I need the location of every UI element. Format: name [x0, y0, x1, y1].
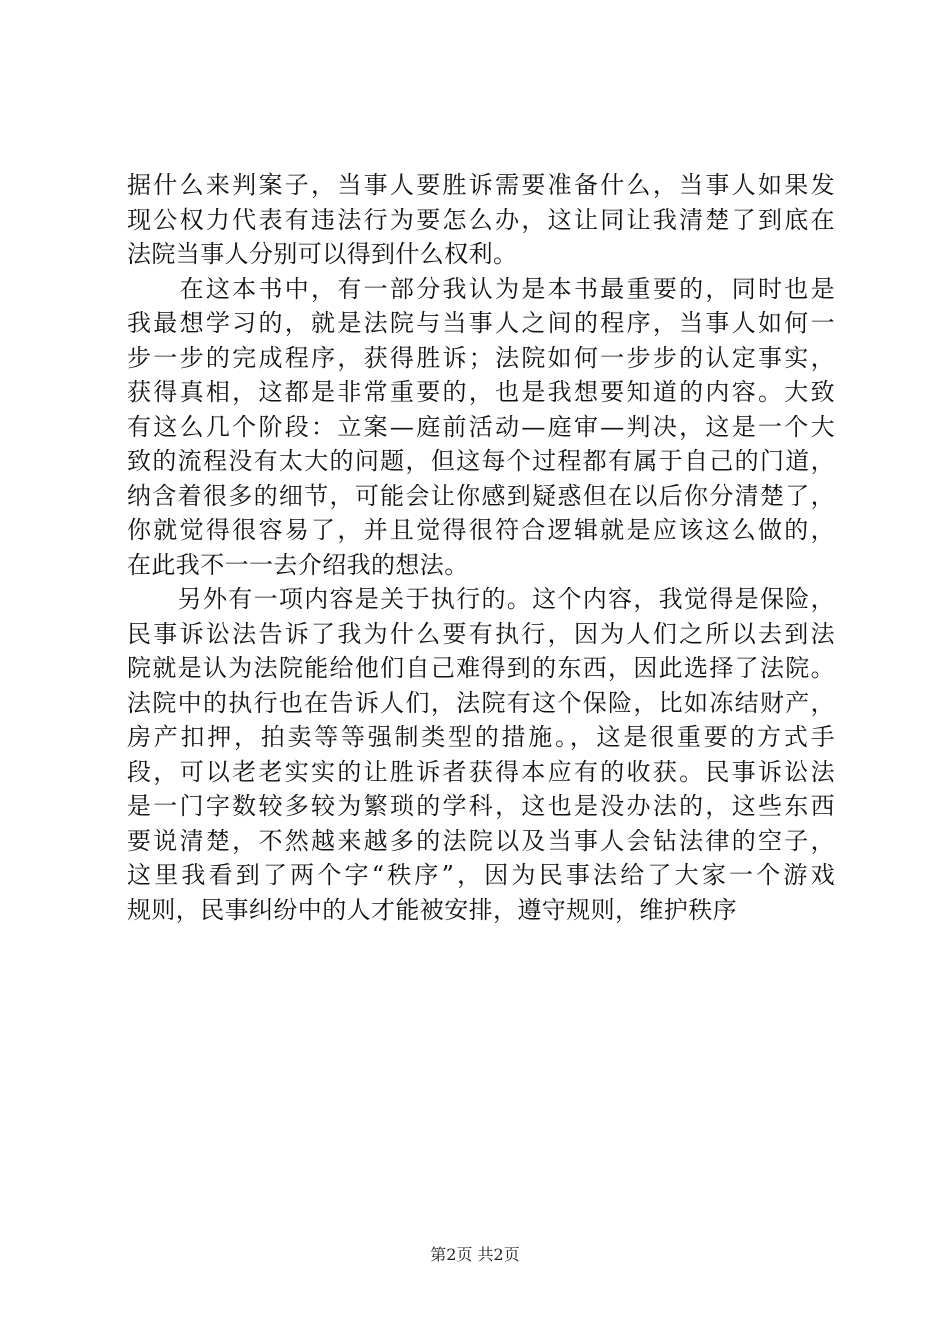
text-line: 我最想学习的，就是法院与当事人之间的程序，当事人如何一: [127, 309, 835, 337]
page-footer: [0, 1245, 950, 1265]
text-line: 院就是认为法院能给他们自己难得到的东西，因此选择了法院。: [127, 654, 835, 682]
text-line: 另外有一项内容是关于执行的。这个内容，我觉得是保险，: [127, 585, 835, 613]
text-line: 是一门字数较多较为繁琐的学科，这也是没办法的，这些东西: [127, 792, 835, 820]
text-line: 有这么几个阶段：立案—庭前活动—庭审—判决，这是一个大: [127, 412, 835, 441]
page-number-label: 第2页 共2页: [430, 1245, 520, 1264]
text-line: 段，可以老老实实的让胜诉者获得本应有的收获。民事诉讼法: [127, 757, 835, 786]
text-line: 规则，民事纠纷中的人才能被安排，遵守规则，维护秩序: [127, 895, 737, 924]
text-line: 这里我看到了两个字“秩序”，因为民事法给了大家一个游戏: [127, 861, 835, 889]
text-line: 要说清楚，不然越来越多的法院以及当事人会钻法律的空子，: [127, 826, 835, 855]
text-line: 致的流程没有太大的问题，但这每个过程都有属于自己的门道，: [127, 447, 835, 475]
text-line: 据什么来判案子，当事人要胜诉需要准备什么，当事人如果发: [127, 171, 835, 199]
text-line: 步一步的完成程序，获得胜诉；法院如何一步步的认定事实，: [127, 343, 835, 372]
body-text: [127, 168, 835, 927]
text-line: 在此我不一一去介绍我的想法。: [127, 550, 469, 579]
text-line: 房产扣押，拍卖等等强制类型的措施。，这是很重要的方式手: [127, 723, 835, 751]
text-line: 法院当事人分别可以得到什么权利。: [127, 240, 518, 268]
text-line: 在这本书中，有一部分我认为是本书最重要的，同时也是: [127, 274, 835, 303]
text-line: 法院中的执行也在告诉人们，法院有这个保险，比如冻结财产，: [127, 688, 835, 717]
text-line: 获得真相，这都是非常重要的，也是我想要知道的内容。大致: [127, 378, 835, 406]
text-line: 你就觉得很容易了，并且觉得很符合逻辑就是应该这么做的，: [127, 516, 835, 544]
text-line: 现公权力代表有违法行为要怎么办，这让同让我清楚了到底在: [127, 205, 835, 234]
text-line: 民事诉讼法告诉了我为什么要有执行，因为人们之所以去到法: [127, 619, 835, 648]
text-line: 纳含着很多的细节，可能会让你感到疑惑但在以后你分清楚了，: [127, 481, 835, 510]
